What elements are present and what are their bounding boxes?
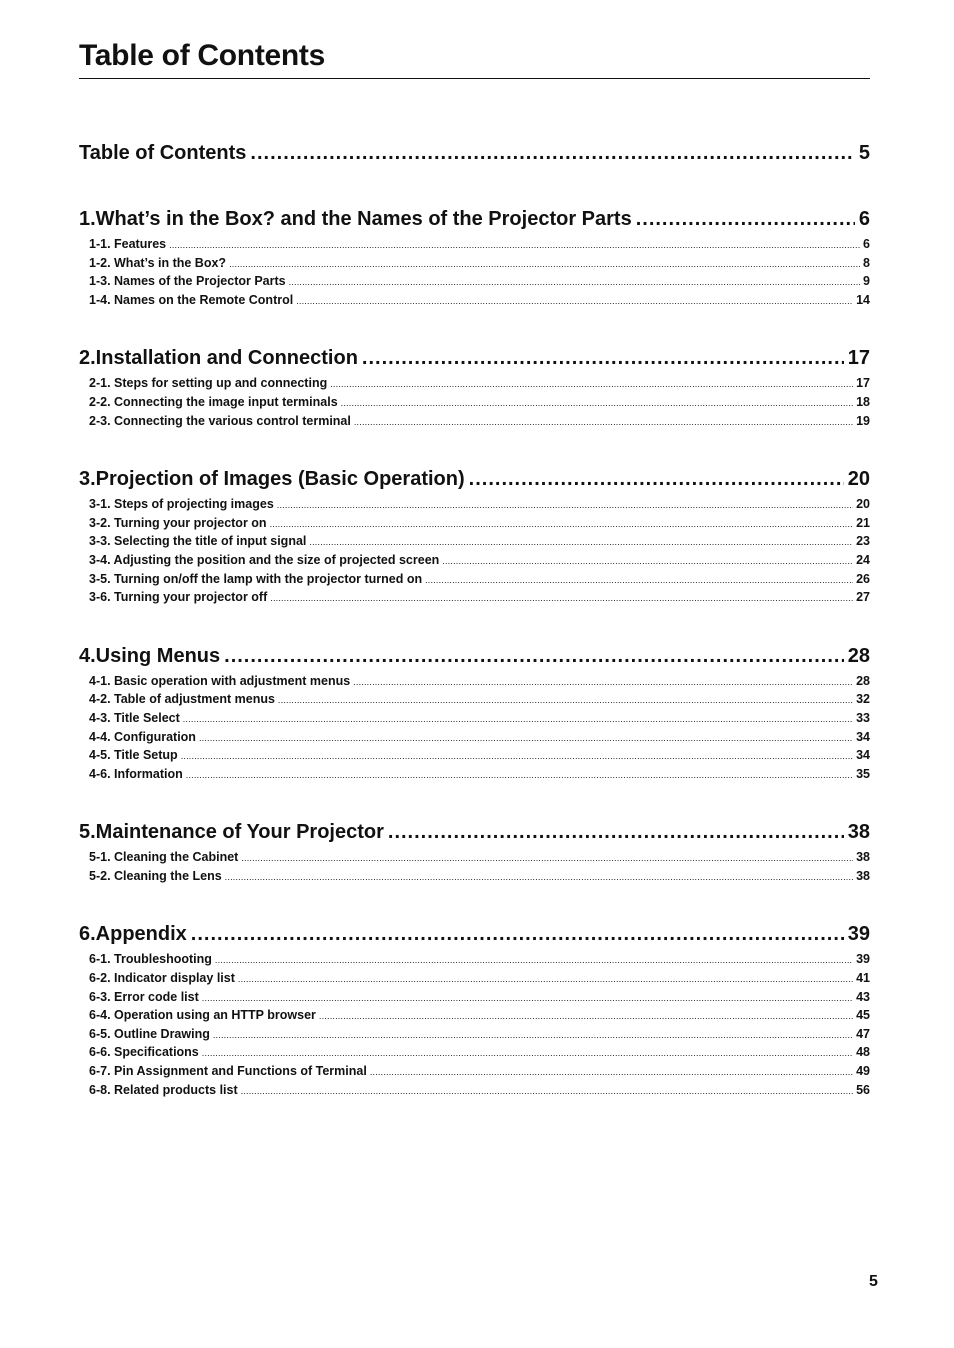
toc-section-heading[interactable] xyxy=(79,343,870,373)
dot-leader xyxy=(191,919,844,949)
dot-leader xyxy=(241,1082,853,1101)
toc-entry-page: 26 xyxy=(856,571,870,586)
dot-leader xyxy=(289,273,860,292)
toc-entry-label: 6-1. Troubleshooting xyxy=(89,952,212,967)
toc-entry-label: 4-6. Information xyxy=(89,766,183,781)
dot-leader xyxy=(229,255,860,274)
dot-leader xyxy=(442,552,853,571)
toc-entry-label: 3-1. Steps of projecting images xyxy=(89,497,274,512)
dot-leader xyxy=(183,710,853,729)
toc-entry-label: 3-2. Turning your projector on xyxy=(89,515,267,530)
toc-entry[interactable] xyxy=(89,588,870,607)
toc-entry-page: 33 xyxy=(856,710,870,725)
dot-leader xyxy=(388,817,844,847)
toc-entry-label: 2-1. Steps for setting up and connecting xyxy=(89,376,328,391)
toc-section xyxy=(79,343,870,430)
toc-entry-page: 34 xyxy=(856,729,870,744)
dot-leader xyxy=(181,747,853,766)
toc-section-title: 2.Installation and Connection xyxy=(79,347,358,370)
toc-entry-label: 3-4. Adjusting the position and the size of projected screen xyxy=(89,552,440,567)
toc-subsection-list xyxy=(89,672,870,784)
toc-entry[interactable] xyxy=(89,848,870,867)
toc-section-heading[interactable] xyxy=(79,641,870,671)
dot-leader xyxy=(277,496,853,515)
toc-section-heading[interactable] xyxy=(79,464,870,494)
toc-entry-page: 48 xyxy=(856,1045,870,1060)
toc-entry[interactable] xyxy=(89,709,870,728)
toc-entry-page: 28 xyxy=(856,673,870,688)
toc-entry-label: 3-6. Turning your projector off xyxy=(89,590,268,605)
toc-entry-label: 4-2. Table of adjustment menus xyxy=(89,692,275,707)
toc-section-page: 17 xyxy=(847,347,870,370)
toc-entry-page: 23 xyxy=(856,534,870,549)
page-number: 5 xyxy=(869,1273,878,1290)
toc-entry-label: 6-8. Related products list xyxy=(89,1082,238,1097)
toc-entry-label: 1-4. Names on the Remote Control xyxy=(89,292,294,307)
toc-entry-label: 6-2. Indicator display list xyxy=(89,971,235,986)
dot-leader xyxy=(270,515,854,534)
toc-entry-label: 1-1. Features xyxy=(89,237,167,251)
toc-entry-page: 21 xyxy=(856,515,870,530)
toc-section-page: 20 xyxy=(847,468,870,491)
toc-entry-page: 41 xyxy=(856,971,870,986)
toc-entry-page: 17 xyxy=(856,376,870,391)
toc-entry[interactable] xyxy=(89,1025,870,1044)
toc-entry-page: 27 xyxy=(856,590,870,605)
toc-section-page: 39 xyxy=(847,923,870,946)
toc-section-page: 5 xyxy=(858,142,870,164)
toc-entry[interactable] xyxy=(89,1081,870,1100)
toc-entry[interactable] xyxy=(89,950,870,969)
toc-entry-page: 56 xyxy=(856,1082,870,1097)
toc-entry[interactable] xyxy=(89,1062,870,1081)
toc-entry-page: 38 xyxy=(856,868,870,883)
toc-entry[interactable] xyxy=(89,570,870,589)
dot-leader xyxy=(241,849,853,868)
toc-entry-label: 2-2. Connecting the image input terminals xyxy=(89,394,338,409)
toc-entry[interactable] xyxy=(89,1006,870,1025)
toc-entry-page: 14 xyxy=(856,292,870,307)
dot-leader xyxy=(469,464,844,494)
toc-entry-label: 6-3. Error code list xyxy=(89,989,199,1004)
dot-leader xyxy=(354,413,853,432)
toc-entry[interactable] xyxy=(89,254,870,273)
dot-leader xyxy=(169,236,860,255)
toc-entry-label: 1-3. Names of the Projector Parts xyxy=(89,274,286,289)
dot-leader xyxy=(296,292,853,311)
toc-entry-page: 19 xyxy=(856,413,870,428)
toc-entry-label: 4-4. Configuration xyxy=(89,729,196,744)
toc-entry[interactable] xyxy=(89,291,870,310)
toc-entry-label: 5-1. Cleaning the Cabinet xyxy=(89,850,239,865)
dot-leader xyxy=(202,989,853,1008)
toc-entry[interactable] xyxy=(89,374,870,393)
toc-entry[interactable] xyxy=(89,272,870,291)
toc-entry[interactable] xyxy=(89,988,870,1007)
dot-leader xyxy=(636,204,855,234)
toc-subsection-list xyxy=(89,495,870,607)
toc-entry-label: 6-5. Outline Drawing xyxy=(89,1026,210,1041)
toc-entry-label: 3-3. Selecting the title of input signal xyxy=(89,534,307,549)
toc-entry-label: 6-4. Operation using an HTTP browser xyxy=(89,1008,316,1023)
toc-section-heading[interactable] xyxy=(79,138,870,168)
toc-section xyxy=(79,641,870,784)
toc-entry[interactable] xyxy=(89,551,870,570)
toc-section-heading[interactable] xyxy=(79,817,870,847)
toc-entry[interactable] xyxy=(89,495,870,514)
toc-entry-page: 9 xyxy=(863,274,870,289)
toc-subsection-list xyxy=(89,950,870,1099)
toc-entry-page: 45 xyxy=(856,1008,870,1023)
toc-entry[interactable] xyxy=(89,514,870,533)
toc-entry-page: 47 xyxy=(856,1026,870,1041)
toc-entry-page: 6 xyxy=(863,237,870,251)
toc-section-page: 38 xyxy=(847,821,870,844)
toc-entry-page: 34 xyxy=(856,748,870,763)
toc-entry-page: 43 xyxy=(856,989,870,1004)
toc-section-title: 5.Maintenance of Your Projector xyxy=(79,821,384,844)
toc-entry-page: 8 xyxy=(863,255,870,270)
toc-section xyxy=(79,464,870,607)
dot-leader xyxy=(278,691,853,710)
toc-entry-page: 49 xyxy=(856,1064,870,1079)
toc-entry-label: 6-6. Specifications xyxy=(89,1045,199,1060)
dot-leader xyxy=(224,641,844,671)
toc-entry[interactable] xyxy=(89,412,870,431)
toc-section-title: 3.Projection of Images (Basic Operation) xyxy=(79,468,465,491)
dot-leader xyxy=(353,673,853,692)
dot-leader xyxy=(186,766,853,785)
toc-entry-page: 39 xyxy=(856,952,870,967)
toc-entry-page: 20 xyxy=(856,497,870,512)
dot-leader xyxy=(319,1007,853,1026)
toc-entry-page: 32 xyxy=(856,692,870,707)
toc-entry-page: 35 xyxy=(856,766,870,781)
toc-section xyxy=(79,138,870,168)
toc-entry-label: 4-5. Title Setup xyxy=(89,748,178,763)
dot-leader xyxy=(215,951,853,970)
dot-leader xyxy=(250,138,854,168)
toc-entry[interactable] xyxy=(89,672,870,691)
dot-leader xyxy=(370,1063,853,1082)
dot-leader xyxy=(362,343,844,373)
page-title: Table of Contents xyxy=(79,39,326,72)
toc-entry[interactable] xyxy=(89,393,870,412)
toc-section-title: 1.What’s in the Box? and the Names of the Projector Parts xyxy=(79,208,632,230)
toc-section-title: Table of Contents xyxy=(79,142,247,164)
toc-section-heading[interactable] xyxy=(79,204,870,234)
toc-subsection-list xyxy=(89,235,870,309)
toc-entry-page: 38 xyxy=(856,850,870,865)
toc-entry[interactable] xyxy=(89,728,870,747)
toc-entry[interactable] xyxy=(89,867,870,886)
toc-entry-label: 1-2. What’s in the Box? xyxy=(89,255,227,270)
toc-entry-label: 6-7. Pin Assignment and Functions of Terminal xyxy=(89,1064,367,1079)
dot-leader xyxy=(341,394,853,413)
toc-section xyxy=(79,204,870,309)
toc-entry-label: 3-5. Turning on/off the lamp with the projector turned on xyxy=(89,571,423,586)
dot-leader xyxy=(270,589,853,608)
toc-section-title: 4.Using Menus xyxy=(79,644,221,667)
toc-entry-label: 5-2. Cleaning the Lens xyxy=(89,868,222,883)
toc-section xyxy=(79,919,870,1099)
toc-entry[interactable] xyxy=(89,969,870,988)
toc-entry[interactable] xyxy=(89,765,870,784)
toc-entry[interactable] xyxy=(89,532,870,551)
toc-entry-label: 2-3. Connecting the various control terminal xyxy=(89,413,351,428)
toc-subsection-list xyxy=(89,848,870,885)
toc-section-heading[interactable] xyxy=(79,919,870,949)
toc-entry[interactable] xyxy=(89,235,870,254)
table-of-contents xyxy=(79,104,870,1099)
toc-entry[interactable] xyxy=(89,746,870,765)
dot-leader xyxy=(309,533,853,552)
toc-entry-page: 24 xyxy=(856,552,870,567)
dot-leader xyxy=(199,729,853,748)
toc-entry-page: 18 xyxy=(856,394,870,409)
toc-entry-label: 4-3. Title Select xyxy=(89,710,180,725)
dot-leader xyxy=(238,970,853,989)
dot-leader xyxy=(202,1044,853,1063)
toc-section-page: 6 xyxy=(858,208,870,230)
toc-section xyxy=(79,817,870,885)
toc-entry[interactable] xyxy=(89,1043,870,1062)
toc-section-page: 28 xyxy=(847,644,870,667)
dot-leader xyxy=(225,868,853,887)
dot-leader xyxy=(213,1026,853,1045)
toc-subsection-list xyxy=(89,374,870,430)
dot-leader xyxy=(330,375,853,394)
toc-section-title: 6.Appendix xyxy=(79,923,187,946)
title-divider xyxy=(79,78,870,79)
dot-leader xyxy=(425,571,853,590)
toc-entry-label: 4-1. Basic operation with adjustment menus xyxy=(89,673,351,688)
toc-entry[interactable] xyxy=(89,690,870,709)
